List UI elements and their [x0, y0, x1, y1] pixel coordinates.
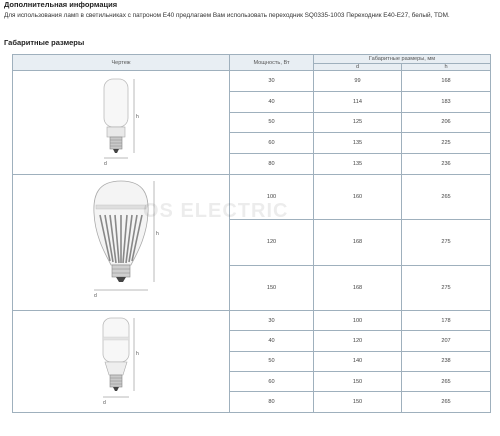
lamp-finned-drawing — [66, 177, 176, 305]
dim-d-label: d — [103, 399, 106, 406]
dim-d-label: d — [94, 293, 97, 300]
power-cell: 120 — [230, 220, 314, 265]
table-row — [13, 174, 491, 219]
h-cell: 275 — [402, 265, 491, 310]
lamp-drawing-cell — [13, 310, 230, 412]
power-cell: 40 — [230, 331, 314, 351]
d-cell: 150 — [314, 392, 402, 412]
header-h: h — [402, 64, 491, 71]
h-cell: 183 — [402, 91, 491, 112]
d-cell: 168 — [314, 265, 402, 310]
power-cell: 40 — [230, 91, 314, 112]
additional-info-heading: Дополнительная информация — [4, 0, 118, 9]
header-dimensions: Габаритные размеры, мм — [314, 55, 491, 64]
h-cell: 178 — [402, 310, 491, 330]
power-cell: 80 — [230, 154, 314, 175]
d-cell: 120 — [314, 331, 402, 351]
dimensions-table — [12, 54, 491, 413]
lamp-drawing-cell — [13, 71, 230, 175]
power-cell: 30 — [230, 310, 314, 330]
power-cell: 50 — [230, 351, 314, 371]
h-cell: 265 — [402, 174, 491, 219]
power-cell: 80 — [230, 392, 314, 412]
header-power: Мощность, Вт — [230, 55, 314, 71]
d-cell: 114 — [314, 91, 402, 112]
lamp-drawing-cell — [13, 174, 230, 310]
d-cell: 150 — [314, 372, 402, 392]
header-d: d — [314, 64, 402, 71]
h-cell: 236 — [402, 154, 491, 175]
power-cell: 60 — [230, 133, 314, 154]
h-cell: 207 — [402, 331, 491, 351]
d-cell: 100 — [314, 310, 402, 330]
header-drawing: Чертеж — [13, 55, 230, 71]
table-row — [13, 310, 491, 330]
power-cell: 30 — [230, 71, 314, 92]
h-cell: 206 — [402, 112, 491, 133]
h-cell: 238 — [402, 351, 491, 371]
h-cell: 265 — [402, 372, 491, 392]
h-cell: 225 — [402, 133, 491, 154]
h-cell: 168 — [402, 71, 491, 92]
d-cell: 135 — [314, 133, 402, 154]
lamp-t-shape-drawing — [66, 74, 176, 169]
power-cell: 50 — [230, 112, 314, 133]
watermark: ELECTRIC — [180, 200, 289, 222]
h-cell: 265 — [402, 392, 491, 412]
d-cell: 135 — [314, 154, 402, 175]
power-cell: 60 — [230, 372, 314, 392]
dim-d-label: d — [104, 160, 107, 167]
power-cell: 150 — [230, 265, 314, 310]
d-cell: 140 — [314, 351, 402, 371]
h-cell: 275 — [402, 220, 491, 265]
table-row — [13, 71, 491, 92]
dim-h-label: h — [136, 350, 139, 357]
dim-h-label: h — [136, 113, 139, 120]
dim-h-label: h — [156, 231, 159, 238]
d-cell: 160 — [314, 174, 402, 219]
lamp-t-shape-drawing — [66, 313, 176, 408]
d-cell: 99 — [314, 71, 402, 92]
dimensions-heading: Габаритные размеры — [4, 38, 85, 47]
d-cell: 168 — [314, 220, 402, 265]
additional-info-text: Для использования ламп в светильниках с патроном E40 предлагаем Вам использовать переходник SQ0335-1003 Переходник E40-E27, белый, TDM. — [4, 12, 450, 19]
d-cell: 125 — [314, 112, 402, 133]
power-cell: 100 — [230, 174, 314, 219]
